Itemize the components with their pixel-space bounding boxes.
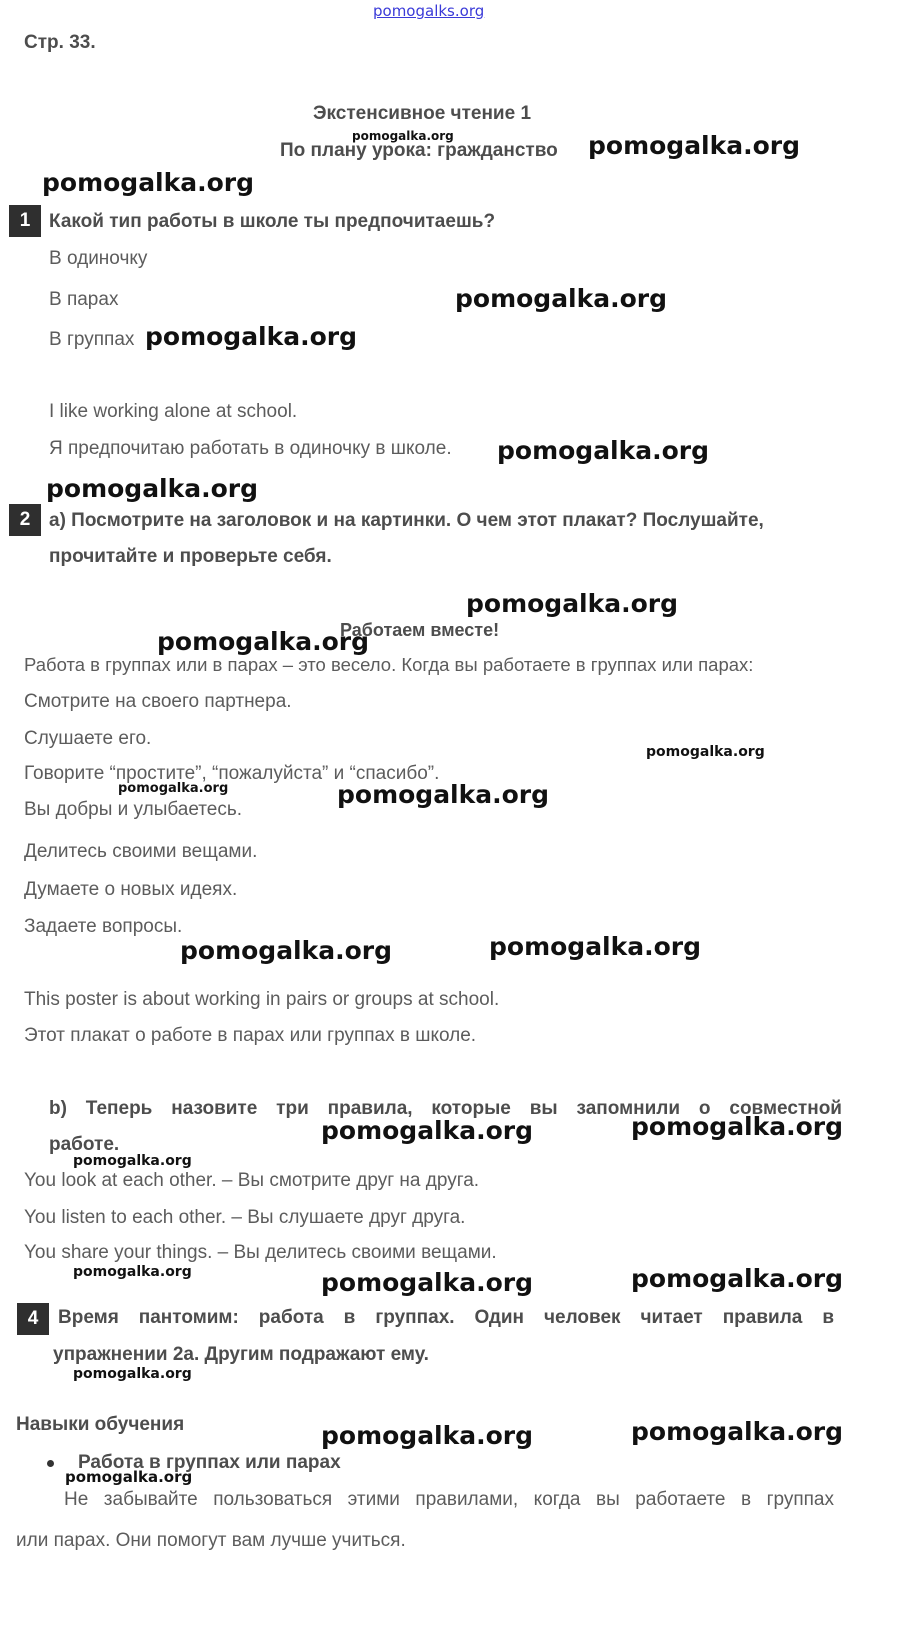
watermark: pomogalka.org bbox=[588, 131, 801, 160]
poster-line: Слушаете его. bbox=[24, 728, 152, 749]
watermark: pomogalka.org bbox=[118, 781, 229, 796]
bullet-dot bbox=[47, 1460, 54, 1467]
watermark: pomogalka.org bbox=[321, 1421, 534, 1450]
skills-text-line2: или парах. Они помогут вам лучше учиться. bbox=[16, 1530, 406, 1551]
rule-line: You listen to each other. – Вы слушаете друг друга. bbox=[24, 1207, 466, 1228]
poster-line: Вы добры и улыбаетесь. bbox=[24, 799, 243, 820]
watermark: pomogalka.org bbox=[321, 1268, 534, 1297]
watermark: pomogalka.org bbox=[46, 474, 259, 503]
page-label: Стр. 33. bbox=[24, 32, 96, 53]
rule-line: You share your things. – Вы делитесь своими вещами. bbox=[24, 1242, 497, 1263]
watermark: pomogalka.org bbox=[631, 1112, 844, 1141]
watermark: pomogalka.org bbox=[646, 744, 765, 760]
watermark: pomogalka.org bbox=[42, 168, 255, 197]
exercise-1-answer-en: I like working alone at school. bbox=[49, 401, 298, 422]
watermark: pomogalka.org bbox=[73, 1153, 192, 1169]
poster-line: Смотрите на своего партнера. bbox=[24, 691, 292, 712]
exercise-2a-task-line1: a) Посмотрите на заголовок и на картинки. О чем этот плакат? Послушайте, bbox=[49, 510, 764, 531]
option-groups: В группах bbox=[49, 329, 135, 350]
poster-line: Думаете о новых идеях. bbox=[24, 879, 238, 900]
page-title: Экстенсивное чтение 1 bbox=[313, 103, 532, 124]
watermark: pomogalka.org bbox=[497, 436, 710, 465]
exercise-1-answer-ru: Я предпочитаю работать в одиночку в школе. bbox=[49, 438, 452, 459]
watermark: pomogalka.org bbox=[65, 1468, 193, 1486]
watermark: pomogalka.org bbox=[352, 129, 454, 143]
rule-line: You look at each other. – Вы смотрите друг на друга. bbox=[24, 1170, 480, 1191]
watermark: pomogalka.org bbox=[321, 1116, 534, 1145]
exercise-2-answer-ru: Этот плакат о работе в парах или группах в школе. bbox=[24, 1025, 477, 1046]
exercise-2a-task-line2: прочитайте и проверьте себя. bbox=[49, 546, 332, 567]
poster-title: Работаем вместе! bbox=[340, 620, 500, 640]
exercise-4-line1: Время пантомим: работа в группах. Один человек читает правила в bbox=[58, 1307, 834, 1328]
skills-bullet-title: Работа в группах или парах bbox=[78, 1452, 341, 1473]
site-watermark-top[interactable]: pomogalks.org bbox=[373, 2, 485, 20]
watermark: pomogalka.org bbox=[180, 936, 393, 965]
exercise-2-answer-en: This poster is about working in pairs or groups at school. bbox=[24, 989, 500, 1010]
exercise-2b-task-line1: b) Теперь назовите три правила, которые вы запомнили о совместной bbox=[49, 1098, 842, 1119]
option-pairs: В парах bbox=[49, 289, 119, 310]
exercise-number-1: 1 bbox=[9, 205, 41, 237]
exercise-2b-task-line2: работе. bbox=[49, 1134, 120, 1155]
watermark: pomogalka.org bbox=[631, 1417, 844, 1446]
poster-line: Задаете вопросы. bbox=[24, 916, 183, 937]
watermark: pomogalka.org bbox=[73, 1366, 192, 1382]
watermark: pomogalka.org bbox=[455, 284, 668, 313]
watermark: pomogalka.org bbox=[337, 780, 550, 809]
skills-text-line1: Не забывайте пользоваться этими правилами, когда вы работаете в группах bbox=[64, 1489, 834, 1510]
exercise-number-2: 2 bbox=[9, 504, 41, 536]
watermark: pomogalka.org bbox=[489, 932, 702, 961]
exercise-1-question: Какой тип работы в школе ты предпочитаешь? bbox=[49, 211, 496, 232]
watermark: pomogalka.org bbox=[145, 322, 358, 351]
poster-line: Говорите “простите”, “пожалуйста” и “спасибо”. bbox=[24, 763, 440, 784]
page-subtitle: По плану урока: гражданство bbox=[280, 140, 558, 161]
poster-line: Работа в группах или в парах – это весело. Когда вы работаете в группах или парах: bbox=[24, 654, 754, 675]
watermark: pomogalka.org bbox=[631, 1264, 844, 1293]
poster-line: Делитесь своими вещами. bbox=[24, 841, 258, 862]
exercise-4-line2: упражнении 2а. Другим подражают ему. bbox=[53, 1344, 429, 1365]
watermark: pomogalka.org bbox=[466, 589, 679, 618]
option-alone: В одиночку bbox=[49, 248, 148, 269]
skills-heading: Навыки обучения bbox=[16, 1414, 185, 1435]
exercise-number-4: 4 bbox=[17, 1303, 49, 1335]
watermark: pomogalka.org bbox=[73, 1264, 192, 1280]
watermark: pomogalka.org bbox=[157, 627, 370, 656]
